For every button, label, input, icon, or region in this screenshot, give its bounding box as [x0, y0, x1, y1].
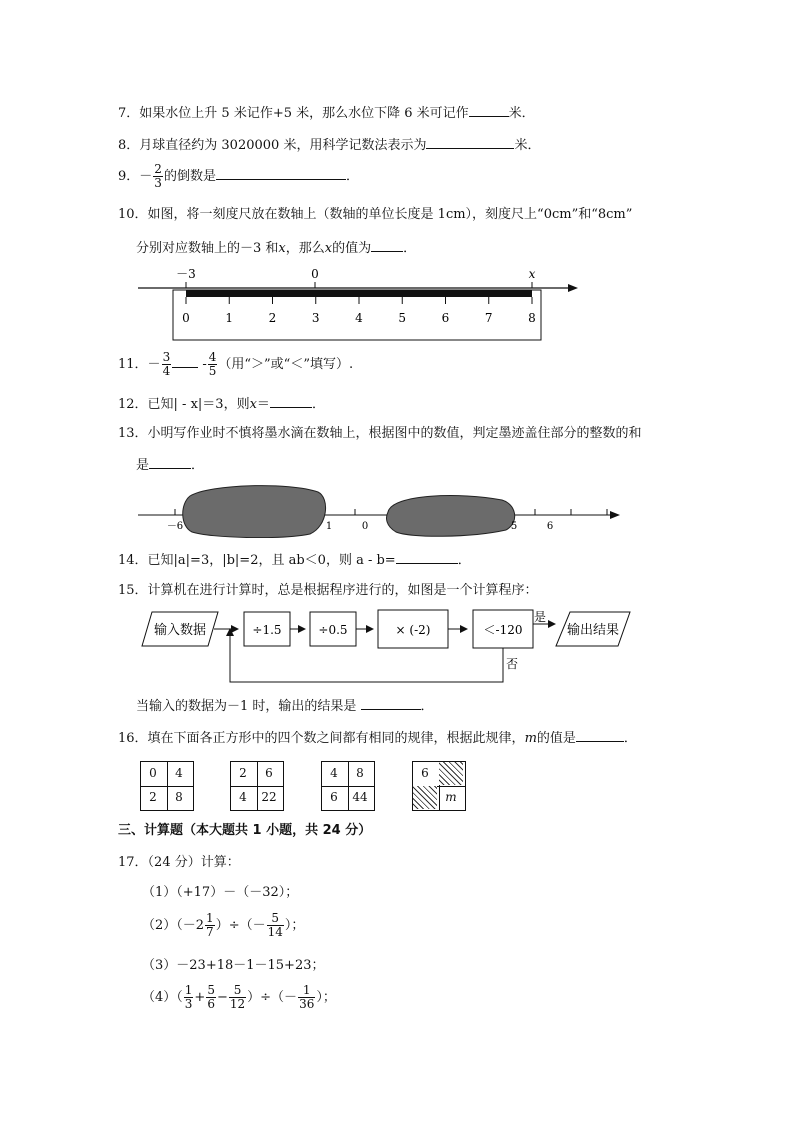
question-text: 是 [136, 458, 150, 473]
question-text: 如果水位上升 5 米记作+5 米，那么水位下降 6 米可记作 [139, 106, 469, 121]
fraction [184, 984, 194, 1011]
question-10-line1 [118, 206, 632, 224]
question-12 [118, 395, 325, 414]
ruler-label: 6 [441, 311, 450, 325]
variable-x: x [324, 241, 333, 256]
answer-blank[interactable] [270, 395, 312, 408]
question-9 [118, 162, 359, 192]
answer-blank[interactable] [149, 456, 191, 469]
numerator: 5 [267, 912, 284, 926]
question-13-line2 [136, 456, 204, 475]
question-number: 11． [118, 357, 148, 372]
question-tail: ． [420, 699, 434, 714]
fraction [298, 984, 315, 1011]
square-number: 6 [421, 766, 429, 780]
variable-x: x [278, 241, 286, 256]
square-number: 4 [330, 766, 338, 780]
question-text: 计算机在进行计算时，总是根据程序进行的，如图是一个计算程序： [147, 583, 538, 598]
equals-sign: ＝ [256, 397, 270, 412]
question-text: 的倒数是 [163, 169, 216, 184]
question-tail: ． [623, 731, 637, 746]
number-square [230, 761, 284, 811]
ruler-label: 3 [311, 311, 320, 325]
question-7 [118, 104, 535, 123]
question-17-part-1: （1）（+17）－（－32）； [142, 885, 299, 900]
question-number: 13． [118, 426, 148, 441]
ruler-label: 7 [484, 311, 493, 325]
answer-blank[interactable] [172, 355, 198, 368]
axis-label: －3 [176, 267, 196, 281]
question-text: 如图，将一刻度尺放在数轴上（数轴的单位长度是 1cm），刻度尺上“0cm”和“8cm” [147, 207, 633, 222]
hatched-cell [413, 786, 437, 809]
axis-label: 0 [311, 267, 319, 281]
minus-sign: － [147, 357, 161, 372]
denominator: 4 [162, 364, 171, 378]
numerator: 3 [162, 350, 171, 364]
question-tail: ． [311, 397, 325, 412]
square-number: 4 [175, 766, 183, 780]
flow-input-label: 输入数据 [153, 623, 207, 638]
ink-blot-left [183, 486, 326, 538]
flowchart-figure [140, 604, 640, 690]
arrow-head [610, 511, 620, 519]
numerator: 1 [298, 984, 315, 998]
flow-no-label: 否 [505, 657, 519, 671]
expr-text: ）； [316, 990, 336, 1005]
number-square [140, 761, 194, 811]
question-text: 填在下面各正方形中的四个数之间都有相同的规律，根据此规律， [147, 731, 525, 746]
question-number: 16． [118, 731, 148, 746]
question-tail: ． [191, 458, 205, 473]
question-16 [118, 729, 637, 748]
square-number: m [445, 790, 457, 804]
tick-label: 5 [510, 521, 518, 532]
tick-label: －6 [166, 521, 184, 532]
question-text: ，那么 [285, 241, 325, 256]
ruler-label: 8 [528, 311, 536, 325]
expr-text: （4）（ [142, 990, 183, 1005]
question-17-part-2 [142, 911, 304, 941]
square-number: 22 [261, 790, 277, 804]
question-number: 10． [118, 207, 148, 222]
question-8 [118, 136, 540, 155]
fraction [267, 912, 284, 939]
fraction [162, 351, 172, 378]
square-number: 0 [149, 766, 157, 780]
numerator: 1 [184, 983, 193, 997]
question-17 [118, 854, 240, 872]
question-number: 8． [118, 138, 140, 153]
question-text: 的值为 [332, 241, 372, 256]
answer-blank[interactable] [371, 239, 403, 252]
expr-text: ）； [284, 918, 305, 933]
flow-step-3-label: × (-2) [395, 623, 431, 637]
axis-label: x [528, 267, 536, 281]
question-14 [118, 551, 471, 570]
number-square [412, 761, 466, 811]
fraction [153, 163, 163, 190]
ruler-number-line-figure [130, 262, 590, 346]
question-text: 小明写作业时不慎将墨水滴在数轴上，根据图中的数值，判定墨迹盖住部分的整数的和 [147, 426, 642, 441]
square-number: 6 [330, 790, 338, 804]
denominator: 36 [299, 997, 315, 1011]
denominator: 12 [229, 997, 246, 1011]
question-text: 当输入的数据为－1 时，输出的结果是 [136, 699, 357, 714]
numerator: 1 [206, 911, 214, 925]
expr-text: ）÷（－ [247, 990, 298, 1005]
question-tail: ． [457, 553, 471, 568]
question-number: 12． [118, 397, 148, 412]
answer-blank[interactable] [396, 551, 458, 564]
variable-x: x [249, 397, 257, 412]
numerator: 5 [207, 983, 215, 997]
question-text: 的值是 [536, 731, 576, 746]
flow-output-label: 输出结果 [566, 623, 620, 638]
tick-label: 6 [546, 521, 554, 532]
question-text: （用“＞”或“＜”填写）. [218, 357, 354, 372]
ruler-label: 4 [355, 311, 363, 325]
minus-sign: － [139, 169, 153, 184]
question-number: 9． [118, 169, 140, 184]
question-11 [118, 350, 353, 380]
ruler-label: 2 [268, 311, 277, 325]
question-tail: ． [345, 169, 359, 184]
flow-condition-label: ＜-120 [483, 623, 523, 637]
square-number: 2 [239, 766, 247, 780]
question-17-part-4: （4）（ $\frac{1}{3}$ + $\frac{5}{6}$ − $\frac{5}{12}$ ）÷（－ $\frac{1}{36}$ ）； [142, 983, 336, 1011]
fraction [205, 912, 215, 939]
tick-label: 0 [361, 521, 369, 532]
arrow-head [568, 284, 578, 292]
answer-blank[interactable] [469, 104, 509, 117]
question-number: 15． [118, 583, 148, 598]
numerator: 4 [208, 350, 217, 364]
question-text: 已知| - x|＝3，则 [147, 397, 250, 412]
expr-text: （2）（－2 [142, 918, 205, 933]
flow-step-1-label: ÷1.5 [252, 623, 282, 637]
denominator: 14 [267, 925, 283, 939]
question-17-part-3: （3）－23+18－1－15+23； [142, 958, 325, 973]
answer-blank[interactable] [426, 136, 514, 149]
question-text: 分别对应数轴上的－3 和 [136, 241, 279, 256]
fraction [208, 351, 218, 378]
square-number: 2 [149, 790, 157, 804]
question-15 [118, 582, 538, 600]
section-3-title: 三、计算题（本大题共 1 小题，共 24 分） [118, 823, 372, 838]
denominator: 6 [207, 997, 215, 1011]
numerator: 5 [229, 984, 246, 998]
ruler-label: 1 [225, 311, 234, 325]
square-number: 8 [175, 790, 183, 804]
question-13-line1 [118, 425, 642, 443]
minus-sign: - [202, 357, 207, 372]
hatched-cell [439, 762, 463, 785]
fraction [206, 984, 216, 1011]
flow-yes-label: 是 [533, 610, 547, 624]
tick-label: 1 [325, 521, 333, 532]
ink-number-line-figure [130, 482, 630, 538]
question-15-answer-line [136, 697, 434, 716]
question-tail: 米． [508, 106, 535, 121]
denominator: 3 [154, 176, 162, 190]
ruler-label: 0 [182, 311, 190, 325]
fraction [229, 984, 246, 1011]
expr-text: ）÷（－ [215, 918, 266, 933]
answer-blank[interactable] [216, 167, 346, 180]
question-tail: 米． [514, 138, 541, 153]
square-number: 4 [239, 790, 247, 804]
ink-blot-right [387, 496, 518, 537]
denominator: 5 [208, 364, 217, 378]
denominator: 3 [184, 997, 193, 1011]
answer-blank[interactable] [576, 729, 624, 742]
number-square [321, 761, 375, 811]
question-number: 7． [118, 106, 140, 121]
question-text: 月球直径约为 3020000 米，用科学记数法表示为 [139, 138, 427, 153]
square-number: 8 [356, 766, 364, 780]
question-10-line2 [136, 239, 416, 258]
question-text: 已知|a|=3，|b|=2，且 ab＜0，则 a - b= [147, 553, 396, 568]
variable-m: m [524, 731, 537, 746]
question-number: 14． [118, 553, 148, 568]
question-text: （24 分）计算： [147, 855, 240, 870]
denominator: 7 [206, 925, 214, 939]
flow-step-2-label: ÷0.5 [318, 623, 348, 637]
square-number: 6 [265, 766, 273, 780]
answer-blank[interactable] [361, 697, 421, 710]
question-tail: ． [403, 241, 417, 256]
ruler-label: 5 [398, 311, 407, 325]
numerator: 2 [154, 162, 162, 176]
question-number: 17． [118, 855, 148, 870]
square-number: 44 [352, 790, 368, 804]
ruler-bar [186, 290, 532, 297]
